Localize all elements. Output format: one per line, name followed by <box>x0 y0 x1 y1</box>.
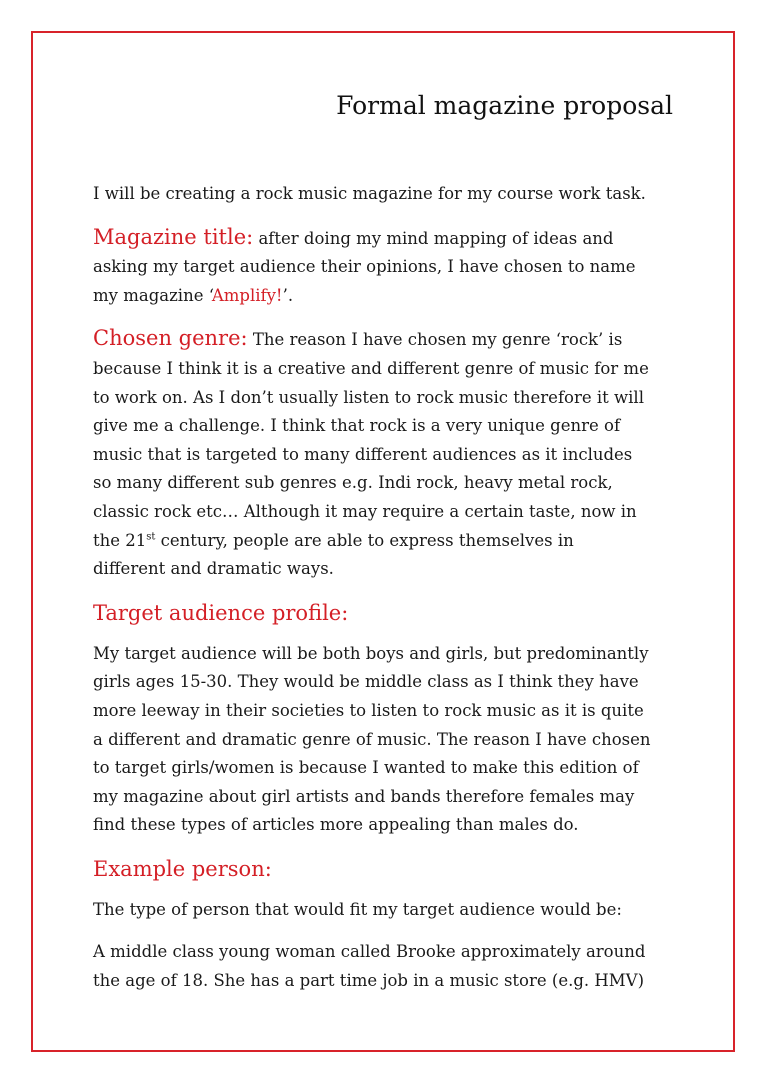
example-person-line-2: the age of 18. She has a part time job in a music store (e.g. HMV) <box>93 971 645 991</box>
example-person-line-1: A middle class young woman called Brooke approximately around <box>93 942 646 962</box>
example-person-paragraph <box>93 938 683 995</box>
magazine-title-line-1: after doing my mind mapping of ideas and <box>253 228 614 248</box>
target-audience-line-3: more leeway in their societies to listen to rock music as it is quite <box>93 700 644 720</box>
magazine-title-line-3-pre: my magazine ‘ <box>93 285 212 305</box>
century-text-post: century, people are able to express themselves in <box>155 530 574 550</box>
chosen-genre-line-2: because I think it is a creative and different genre of music for me <box>93 358 649 378</box>
chosen-genre-paragraph <box>93 324 683 583</box>
magazine-title-line-3-post: ’. <box>282 285 294 305</box>
magazine-title-heading: Magazine title: <box>93 224 254 249</box>
target-audience-line-4: a different and dramatic genre of music. The reason I have chosen <box>93 729 651 749</box>
chosen-genre-last-line: different and dramatic ways. <box>93 559 334 579</box>
chosen-genre-heading: Chosen genre: <box>93 326 248 351</box>
chosen-genre-line-5: music that is targeted to many different audiences as it includes <box>93 444 633 464</box>
target-audience-line-6: my magazine about girl artists and bands therefore females may <box>93 786 635 806</box>
intro-paragraph: I will be creating a rock music magazine for my course work task. <box>93 184 646 203</box>
example-person-intro: The type of person that would fit my target audience would be: <box>93 899 622 919</box>
target-audience-line-5: to target girls/women is because I wanted to make this edition of <box>93 758 639 778</box>
century-text-pre: the 21 <box>93 530 147 550</box>
chosen-genre-line-4: give me a challenge. I think that rock is a very unique genre of <box>93 416 621 436</box>
chosen-genre-line-1: The reason I have chosen my genre ‘rock’ is <box>247 330 623 350</box>
target-audience-paragraph <box>93 640 683 840</box>
target-audience-heading: Target audience profile: <box>93 600 349 625</box>
century-superscript: st <box>146 531 156 543</box>
target-audience-line-2: girls ages 15-30. They would be middle class as I think they have <box>93 672 639 692</box>
document-body <box>93 88 683 1010</box>
target-audience-line-1: My target audience will be both boys and girls, but predominantly <box>93 643 649 663</box>
chosen-genre-line-3: to work on. As I don’t usually listen to rock music therefore it will <box>93 387 644 407</box>
magazine-title-paragraph <box>93 223 683 311</box>
document-title: Formal magazine proposal <box>336 91 673 120</box>
target-audience-line-7: find these types of articles more appealing than males do. <box>93 815 579 835</box>
magazine-title-line-2: asking my target audience their opinions, I have chosen to name <box>93 257 636 277</box>
magazine-name: Amplify! <box>211 285 283 305</box>
example-person-heading: Example person: <box>93 856 272 881</box>
chosen-genre-line-7: classic rock etc… Although it may require a certain taste, now in <box>93 501 637 521</box>
chosen-genre-line-6: so many different sub genres e.g. Indi rock, heavy metal rock, <box>93 473 613 493</box>
